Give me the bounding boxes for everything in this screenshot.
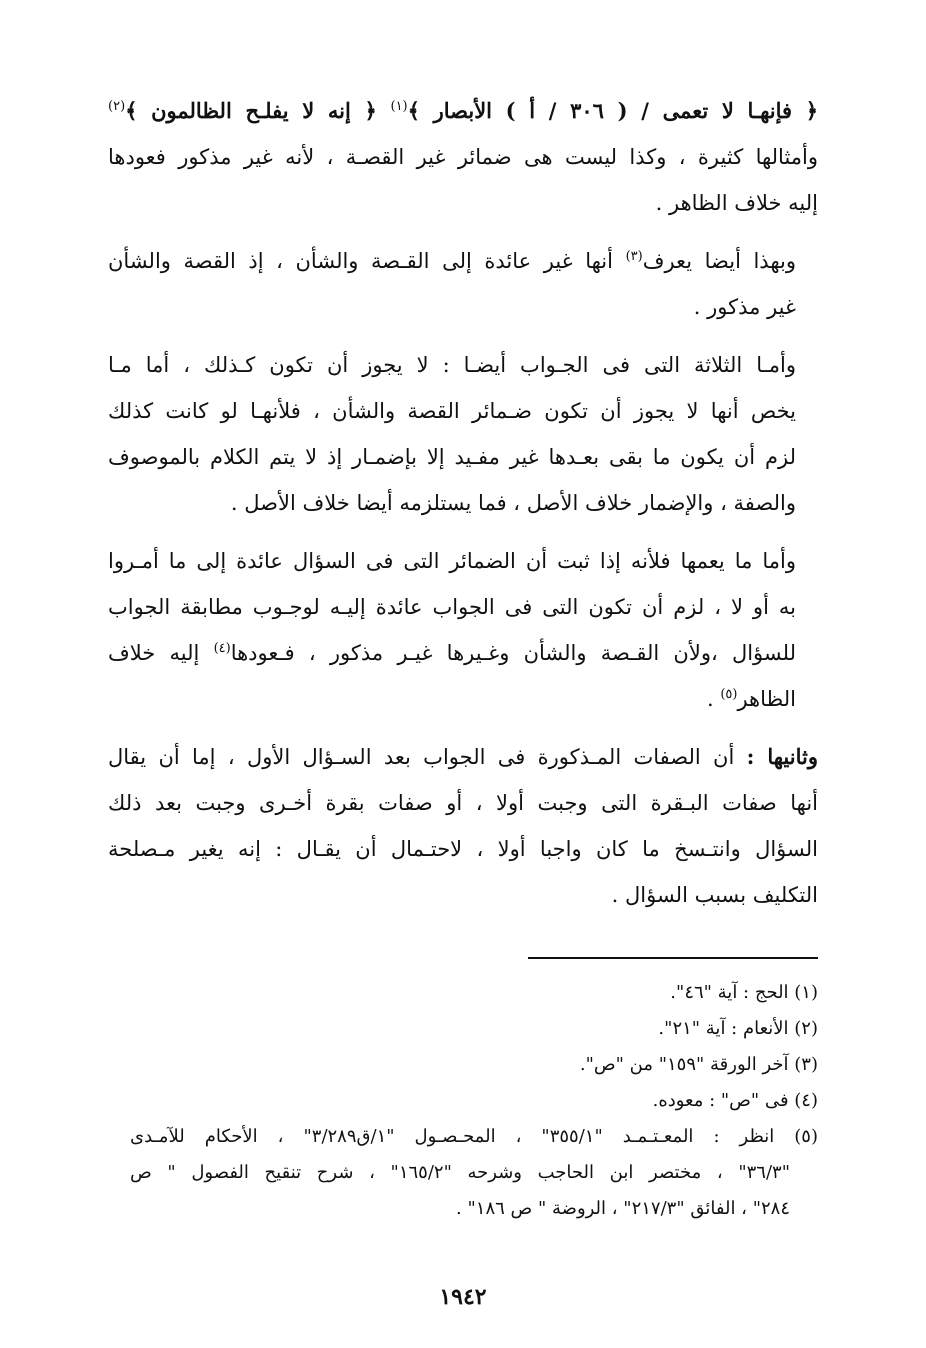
footnote-separator — [528, 957, 818, 959]
paragraph-1 — [108, 88, 818, 226]
text-line: يخص أنها لا يجوز أن تكون ضـمائر القصة والشأن ، فلأنهـا لو كانت كذلك — [108, 399, 796, 423]
footnote-4: (٤) فى "ص" : معوده. — [652, 1090, 818, 1111]
text-line — [108, 88, 818, 134]
footnotes — [130, 975, 818, 1227]
footnote-1: (١) الحج : آية "٤٦". — [670, 982, 818, 1003]
text-line: أنها صفات البـقرة التى وجبت أولا ، أو صفات بقرة أخـرى وجبت بعد ذلك — [108, 791, 818, 815]
paragraph-5 — [108, 734, 818, 918]
footnote-2: (٢) الأنعام : آية "٢١". — [658, 1018, 818, 1039]
text-segment: أن الصفات المـذكورة فى الجواب بعد السـؤال الأول ، إما أن يقال — [108, 745, 747, 769]
text-line: وأما ما يعمها فلأنه إذا ثبت أن الضمائر التى فى السؤال عائدة إلى ما أمـروا — [108, 549, 796, 573]
footnote-3: (٣) آخر الورقة "١٥٩" من "ص". — [579, 1054, 818, 1075]
paragraph-2 — [108, 238, 818, 330]
text-line: وأمـا الثلاثة التى فى الجـواب أيضـا : لا يجوز أن تكون كـذلك ، أما مـا — [108, 353, 796, 377]
footnote-ref-2: (٢) — [108, 99, 126, 114]
text-segment: الظاهر — [737, 687, 796, 711]
text-line: التكليف بسبب السؤال . — [611, 883, 818, 907]
footnote-5: (٥) انظر : المعـتـمـد "٣٥٥/١" ، المحـصـول "١/ق٣/٢٨٩" ، الأحكام للآمـدى — [130, 1126, 818, 1147]
text-line — [108, 734, 818, 780]
text-line: إليه خلاف الظاهر . — [655, 191, 818, 215]
text-line: غير مذكور . — [693, 295, 796, 319]
footnote-ref-4: (٤) — [213, 641, 231, 656]
text-line: والصفة ، والإضمار خلاف الأصل ، فما يستلزمه أيضا خلاف الأصل . — [230, 491, 796, 515]
text-line — [108, 238, 818, 284]
text-segment: أنها غير عائدة إلى القـصة والشأن ، إذ القصة والشأن — [108, 249, 626, 273]
paragraph-3 — [108, 342, 818, 526]
page-number: ١٩٤٢ — [439, 1284, 487, 1310]
footnote-ref-1: (١) — [390, 99, 408, 114]
text-line: السؤال وانتـسخ ما كان واجبا أولا ، لاحتـمال أن يقـال : إنه يغير مـصلحة — [108, 837, 818, 861]
text-segment: . — [706, 687, 721, 711]
text-segment: إليه خلاف — [108, 641, 214, 665]
footnote-ref-3: (٣) — [625, 249, 643, 264]
main-text — [108, 88, 818, 930]
text-line — [108, 630, 818, 676]
quran-quote-2: ﴿ إنه لا يفلـح الظالمون ﴾ — [125, 98, 391, 123]
section-heading: وثانيها : — [746, 744, 818, 769]
footnote-ref-5: (٥) — [720, 687, 738, 702]
text-line: لزم أن يكون ما بقى بعـدها غير مفـيد إلا بإضمـار إذ لا يتم الكلام بالموصوف — [108, 445, 796, 469]
quran-quote-1: ﴿ فإنهـا لا تعمى / ( ٣٠٦ / أ ) الأبصار ﴾ — [407, 98, 818, 123]
footnote-5-line-2: "٣٦/٣" ، مختصر ابن الحاجب وشرحه "١٦٥/٢" ، شرح تنقيح الفصول " ص — [130, 1162, 790, 1183]
text-line: به أو لا ، لزم أن تكون التى فى الجواب عائدة إليـه لوجـوب مطابقة الجواب — [108, 595, 796, 619]
paragraph-4 — [108, 538, 818, 722]
footnote-5-line-3: ٢٨٤" ، الفائق "٢١٧/٣" ، الروضة " ص ١٨٦" . — [456, 1198, 790, 1219]
text-segment: للسؤال ،ولأن القـصة والشأن وغـيرها غيـر مذكور ، فـعودها — [230, 641, 796, 665]
text-line — [108, 676, 818, 722]
text-segment: وبهذا أيضا يعرف — [642, 249, 796, 273]
text-line: وأمثالها كثيرة ، وكذا ليست هى ضمائر غير القصـة ، لأنه غير مذكور فعودها — [108, 145, 818, 169]
